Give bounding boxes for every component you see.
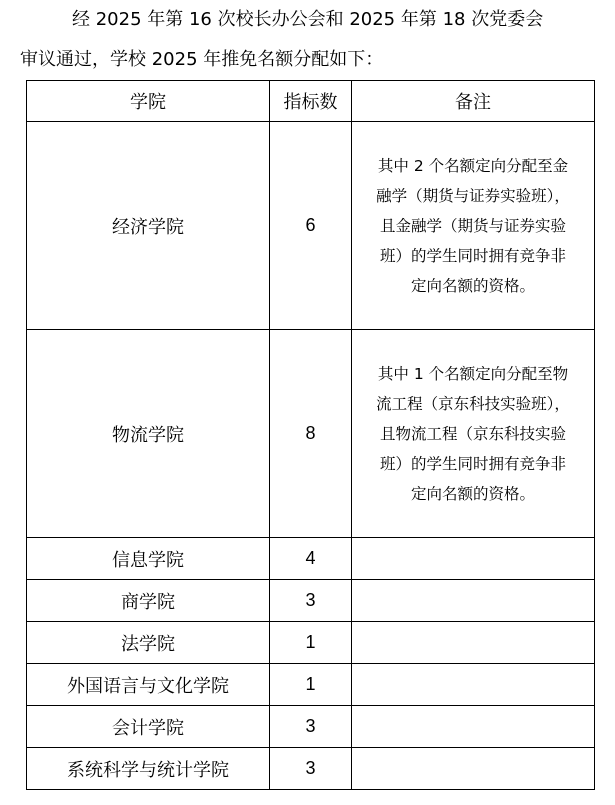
note-cell bbox=[352, 664, 595, 706]
quota-cell: 3 bbox=[270, 748, 352, 790]
table-row bbox=[27, 622, 595, 664]
intro-line-1: 经 2025 年第 16 次校长办公会和 2025 年第 18 次党委会 bbox=[72, 9, 544, 30]
note-cell bbox=[352, 622, 595, 664]
table-row bbox=[27, 748, 595, 790]
college-cell: 物流学院 bbox=[27, 330, 270, 538]
note-line: 定向名额的资格。 bbox=[410, 276, 535, 295]
table-row bbox=[27, 664, 595, 706]
college-cell: 外国语言与文化学院 bbox=[27, 664, 270, 706]
note-line: 且物流工程（京东科技实验 bbox=[379, 424, 566, 443]
header-note: 备注 bbox=[352, 81, 595, 122]
note-line: 融学（期货与证券实验班）， bbox=[376, 186, 570, 205]
note-line: 且金融学（期货与证券实验 bbox=[379, 216, 566, 235]
quota-cell: 4 bbox=[270, 538, 352, 580]
quota-cell: 3 bbox=[270, 580, 352, 622]
college-cell: 商学院 bbox=[27, 580, 270, 622]
header-quota: 指标数 bbox=[270, 81, 352, 122]
quota-cell: 6 bbox=[270, 122, 352, 330]
table-row bbox=[27, 122, 595, 330]
note-line: 其中 2 个名额定向分配至金 bbox=[377, 156, 569, 175]
quota-cell: 1 bbox=[270, 622, 352, 664]
table-row bbox=[27, 580, 595, 622]
table-row bbox=[27, 538, 595, 580]
quota-cell: 8 bbox=[270, 330, 352, 538]
quota-cell: 3 bbox=[270, 706, 352, 748]
note-cell bbox=[352, 580, 595, 622]
college-cell: 经济学院 bbox=[27, 122, 270, 330]
note-line: 班）的学生同时拥有竞争非 bbox=[379, 246, 566, 265]
intro-line-2: 审议通过，学校 2025 年推免名额分配如下： bbox=[20, 49, 384, 70]
college-cell: 会计学院 bbox=[27, 706, 270, 748]
note-line: 定向名额的资格。 bbox=[410, 484, 535, 503]
note-cell bbox=[352, 748, 595, 790]
quota-table bbox=[26, 80, 595, 790]
college-cell: 系统科学与统计学院 bbox=[27, 748, 270, 790]
note-line: 班）的学生同时拥有竞争非 bbox=[379, 454, 566, 473]
quota-cell: 1 bbox=[270, 664, 352, 706]
table-row bbox=[27, 706, 595, 748]
note-cell bbox=[352, 330, 595, 538]
note-cell bbox=[352, 122, 595, 330]
note-cell bbox=[352, 706, 595, 748]
college-cell: 信息学院 bbox=[27, 538, 270, 580]
note-cell bbox=[352, 538, 595, 580]
note-line: 其中 1 个名额定向分配至物 bbox=[377, 364, 569, 383]
note-line: 流工程（京东科技实验班）， bbox=[376, 394, 570, 413]
table-header-row bbox=[27, 81, 595, 122]
intro-paragraph bbox=[20, 0, 600, 76]
college-cell: 法学院 bbox=[27, 622, 270, 664]
table-row bbox=[27, 330, 595, 538]
header-college: 学院 bbox=[27, 81, 270, 122]
